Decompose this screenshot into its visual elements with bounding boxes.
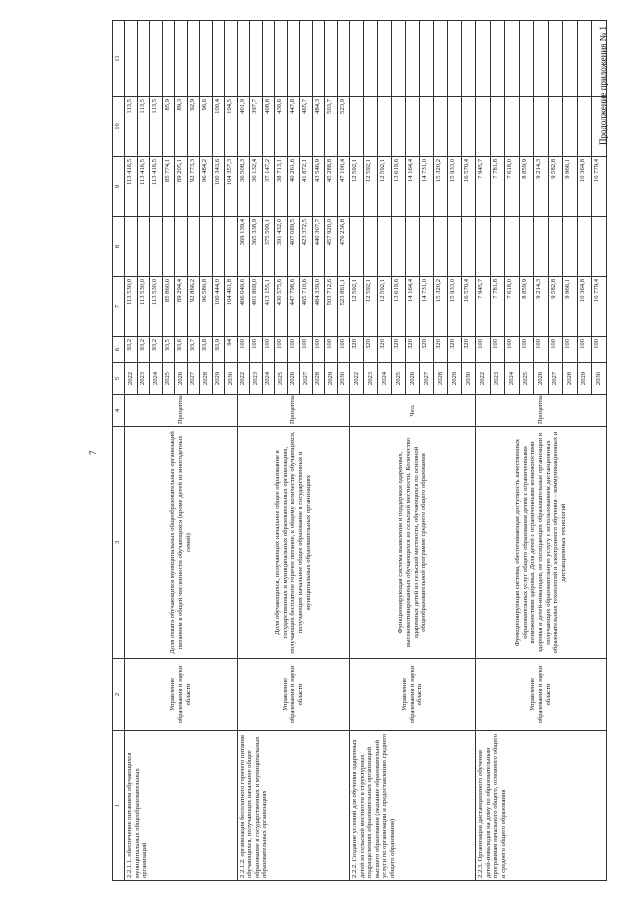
value-cell: 2022: [476, 363, 491, 395]
column-number: 1: [113, 731, 125, 881]
value-cell: 100: [505, 337, 520, 363]
value-cell: 43 546,9: [312, 157, 325, 217]
table-row: [476, 21, 491, 881]
value-cell: 401 869,0: [250, 277, 263, 337]
value-cell: 375 599,1: [262, 217, 275, 277]
value-cell: 92 773,3: [187, 157, 200, 217]
value-cell: 2027: [300, 363, 313, 395]
value-cell: 10 364,8: [577, 157, 592, 217]
value-cell: [406, 97, 420, 157]
value-cell: [212, 217, 225, 277]
value-cell: [548, 21, 563, 97]
value-cell: 476 236,8: [337, 217, 350, 277]
value-cell: 12 592,1: [350, 277, 364, 337]
value-cell: 2026: [287, 363, 300, 395]
value-cell: 93,5: [162, 337, 175, 363]
unit-cell: Проценты: [476, 395, 607, 427]
value-cell: 14 164,4: [406, 157, 420, 217]
column-number: 10: [113, 97, 125, 157]
value-cell: 2027: [187, 363, 200, 395]
value-cell: 36 508,3: [237, 157, 250, 217]
value-cell: 85 860,0: [162, 277, 175, 337]
value-cell: 38 713,1: [275, 157, 288, 217]
value-cell: 447,8: [287, 97, 300, 157]
value-cell: 447 798,6: [287, 277, 300, 337]
value-cell: [350, 217, 364, 277]
value-cell: 12 592,1: [364, 157, 378, 217]
value-cell: 100: [548, 337, 563, 363]
value-cell: 465,7: [300, 97, 313, 157]
value-cell: 430,6: [275, 97, 288, 157]
value-cell: 369 139,4: [237, 217, 250, 277]
value-cell: 503,7: [325, 97, 338, 157]
value-cell: 41 872,1: [300, 157, 313, 217]
indicator-cell: Доля охвата обучающихся муниципальных общеобразовательных организаций питанием в общей численности обучающихся (кроме детей из многодетных семей): [125, 427, 238, 659]
value-cell: [350, 21, 364, 97]
value-cell: 2030: [592, 363, 607, 395]
value-cell: 14 164,4: [406, 277, 420, 337]
value-cell: 104,5: [225, 97, 238, 157]
value-cell: 7 945,7: [476, 277, 491, 337]
value-cell: 320: [378, 337, 392, 363]
value-cell: 113 530,0: [137, 277, 150, 337]
value-cell: 12 592,1: [364, 277, 378, 337]
value-cell: 484 339,0: [312, 277, 325, 337]
value-cell: [137, 217, 150, 277]
value-cell: 2028: [563, 363, 578, 395]
value-cell: [563, 97, 578, 157]
value-cell: 9 214,3: [534, 277, 549, 337]
value-cell: [519, 21, 534, 97]
value-cell: 2022: [350, 363, 364, 395]
value-cell: 2030: [337, 363, 350, 395]
value-cell: 320: [350, 337, 364, 363]
column-number: 8: [113, 217, 125, 277]
indicator-cell: Функционирующая система выявления и поддержки одаренных, высокомотивированных обучающихся из сельской местности. Количество одаренных детей из сельской местности, обучающихся по основной общеобразовательной программе среднего общего образования: [350, 427, 476, 659]
value-cell: 2029: [212, 363, 225, 395]
value-cell: 407 089,5: [287, 217, 300, 277]
value-cell: 100: [337, 337, 350, 363]
table-row: [350, 21, 364, 881]
value-cell: 93,8: [200, 337, 213, 363]
value-cell: 2022: [237, 363, 250, 395]
value-cell: 93,2: [150, 337, 163, 363]
value-cell: 89 294,4: [175, 277, 188, 337]
value-cell: [420, 217, 434, 277]
value-cell: 100: [250, 337, 263, 363]
value-cell: 113 416,5: [125, 157, 138, 217]
value-cell: 12 592,1: [350, 157, 364, 217]
value-cell: [250, 21, 263, 97]
value-cell: 100: [563, 337, 578, 363]
value-cell: 93,9: [212, 337, 225, 363]
value-cell: 15 933,0: [448, 277, 462, 337]
value-cell: [378, 217, 392, 277]
value-cell: 401,9: [237, 97, 250, 157]
value-cell: [420, 21, 434, 97]
value-cell: 100,4: [212, 97, 225, 157]
unit-cell: Проценты: [125, 395, 238, 427]
value-cell: 93,2: [137, 337, 150, 363]
value-cell: [563, 217, 578, 277]
value-cell: 113 530,0: [150, 277, 163, 337]
value-cell: [534, 97, 549, 157]
value-cell: 430 575,6: [275, 277, 288, 337]
value-cell: 45 288,8: [325, 157, 338, 217]
value-cell: [434, 217, 448, 277]
value-cell: [187, 21, 200, 97]
value-cell: [150, 217, 163, 277]
value-cell: 440 307,7: [312, 217, 325, 277]
unit-cell: Чел.: [350, 395, 476, 427]
value-cell: [476, 21, 491, 97]
column-number: 6: [113, 337, 125, 363]
value-cell: [364, 97, 378, 157]
value-cell: 2023: [364, 363, 378, 395]
executor-cell: Управление образования и науки области: [125, 659, 238, 731]
value-cell: 47 100,4: [337, 157, 350, 217]
value-cell: 2029: [448, 363, 462, 395]
value-cell: 15 320,2: [434, 157, 448, 217]
value-cell: 96,6: [200, 97, 213, 157]
value-cell: 2027: [420, 363, 434, 395]
value-cell: 113 416,5: [137, 157, 150, 217]
value-cell: 320: [462, 337, 476, 363]
value-cell: [300, 21, 313, 97]
value-cell: 523 861,1: [337, 277, 350, 337]
column-number-row: [113, 21, 125, 881]
value-cell: 113,5: [125, 97, 138, 157]
value-cell: 113 416,5: [150, 157, 163, 217]
value-cell: [476, 97, 491, 157]
value-cell: [312, 21, 325, 97]
value-cell: 2028: [312, 363, 325, 395]
value-cell: 93,7: [187, 337, 200, 363]
value-cell: [490, 217, 505, 277]
value-cell: 89,3: [175, 97, 188, 157]
value-cell: 9 966,1: [563, 157, 578, 217]
value-cell: 16 570,4: [462, 277, 476, 337]
value-cell: 100: [325, 337, 338, 363]
value-cell: 12 592,1: [378, 157, 392, 217]
value-cell: 2027: [548, 363, 563, 395]
value-cell: [534, 217, 549, 277]
value-cell: 2024: [378, 363, 392, 395]
value-cell: [476, 217, 491, 277]
value-cell: 523,9: [337, 97, 350, 157]
value-cell: 408,8: [262, 97, 275, 157]
value-cell: 92 866,2: [187, 277, 200, 337]
value-cell: 100: [476, 337, 491, 363]
value-cell: [592, 21, 607, 97]
value-cell: [237, 21, 250, 97]
value-cell: 2024: [150, 363, 163, 395]
value-cell: 503 712,6: [325, 277, 338, 337]
value-cell: 2028: [200, 363, 213, 395]
value-cell: 397,7: [250, 97, 263, 157]
value-cell: [137, 21, 150, 97]
unit-cell: Проценты: [237, 395, 350, 427]
value-cell: 96 484,2: [200, 157, 213, 217]
value-cell: [505, 21, 520, 97]
value-cell: 2024: [262, 363, 275, 395]
value-cell: 85 774,1: [162, 157, 175, 217]
value-cell: 2029: [577, 363, 592, 395]
value-cell: [592, 97, 607, 157]
value-cell: [325, 21, 338, 97]
value-cell: [150, 21, 163, 97]
value-cell: [462, 217, 476, 277]
value-cell: [577, 217, 592, 277]
table-body: [125, 21, 607, 881]
value-cell: [225, 21, 238, 97]
value-cell: [448, 97, 462, 157]
value-cell: [262, 21, 275, 97]
value-cell: 2025: [392, 363, 406, 395]
value-cell: 104 357,3: [225, 157, 238, 217]
value-cell: 320: [434, 337, 448, 363]
value-cell: 94: [225, 337, 238, 363]
value-cell: 100: [237, 337, 250, 363]
value-cell: 423 372,5: [300, 217, 313, 277]
value-cell: 10 779,4: [592, 277, 607, 337]
value-cell: [350, 97, 364, 157]
value-cell: [505, 97, 520, 157]
activity-cell: 2.2.1.2. организация бесплатного горячего питания обучающихся, получающих начальное общее образование в государственных и муниципальных образовательных организациях: [237, 731, 350, 881]
value-cell: [175, 217, 188, 277]
value-cell: [577, 21, 592, 97]
value-cell: [200, 217, 213, 277]
value-cell: 7 945,7: [476, 157, 491, 217]
value-cell: [548, 97, 563, 157]
value-cell: 457 920,0: [325, 217, 338, 277]
executor-cell: Управление образования и науки области: [237, 659, 350, 731]
value-cell: [364, 217, 378, 277]
value-cell: 9 582,8: [548, 277, 563, 337]
value-cell: [462, 97, 476, 157]
value-cell: 2022: [125, 363, 138, 395]
value-cell: 2028: [434, 363, 448, 395]
appendix-continuation-note: Продолжение приложения № 1: [598, 25, 608, 145]
value-cell: [448, 21, 462, 97]
value-cell: 2023: [250, 363, 263, 395]
value-cell: 2030: [462, 363, 476, 395]
value-cell: [434, 97, 448, 157]
value-cell: [462, 21, 476, 97]
value-cell: [534, 21, 549, 97]
value-cell: 100: [312, 337, 325, 363]
value-cell: [592, 217, 607, 277]
value-cell: 12 592,1: [378, 277, 392, 337]
value-cell: 320: [406, 337, 420, 363]
value-cell: 100: [490, 337, 505, 363]
value-cell: 100 343,6: [212, 157, 225, 217]
value-cell: 36 132,4: [250, 157, 263, 217]
value-cell: [378, 97, 392, 157]
value-cell: 10 779,4: [592, 157, 607, 217]
table-row: [125, 21, 138, 881]
value-cell: [125, 217, 138, 277]
value-cell: 413 155,1: [262, 277, 275, 337]
value-cell: 320: [364, 337, 378, 363]
value-cell: 406 049,6: [237, 277, 250, 337]
value-cell: 104 461,8: [225, 277, 238, 337]
value-cell: [337, 21, 350, 97]
indicator-cell: Функционирующая система, обеспечивающая доступность качественных образовательных услуг общего образования детям с ограниченными возможностями здоровья. Доля детей с ограниченными возможностями здоровья и детей-инвалидов, не посещающих образовательные организации и получающих образовательную услугу с использованием дистанционных образовательных технологий и электронного обучения – коммуникационных и дистанционных технологий: [476, 427, 607, 659]
value-cell: [406, 217, 420, 277]
value-cell: 2023: [490, 363, 505, 395]
value-cell: 10 364,8: [577, 277, 592, 337]
value-cell: [275, 21, 288, 97]
value-cell: [364, 21, 378, 97]
value-cell: 113 530,0: [125, 277, 138, 337]
value-cell: [392, 21, 406, 97]
table-row: [237, 21, 250, 881]
column-number: 2: [113, 659, 125, 731]
value-cell: 100: [262, 337, 275, 363]
value-cell: 7 618,0: [505, 157, 520, 217]
value-cell: 9 582,8: [548, 157, 563, 217]
value-cell: 14 731,0: [420, 157, 434, 217]
value-cell: 100: [534, 337, 549, 363]
value-cell: 100: [275, 337, 288, 363]
column-number: 9: [113, 157, 125, 217]
value-cell: [200, 21, 213, 97]
value-cell: [125, 21, 138, 97]
value-cell: 8 859,9: [519, 277, 534, 337]
value-cell: 37 147,2: [262, 157, 275, 217]
value-cell: [563, 21, 578, 97]
value-cell: 2025: [162, 363, 175, 395]
value-cell: 2025: [275, 363, 288, 395]
value-cell: 96 580,8: [200, 277, 213, 337]
value-cell: [519, 217, 534, 277]
value-cell: 320: [420, 337, 434, 363]
value-cell: [187, 217, 200, 277]
value-cell: [420, 97, 434, 157]
value-cell: [448, 217, 462, 277]
value-cell: 40 261,6: [287, 157, 300, 217]
indicator-cell: Доля обучающихся, получающих начальное общее образование в государственных и муниципальных образовательных организациях, получающих бесплатное горячее питание, к общему количеству обучающихся, получающих начальное общее образование в государственных и муниципальных образовательных организациях: [237, 427, 350, 659]
value-cell: 100: [577, 337, 592, 363]
value-cell: 9 966,1: [563, 277, 578, 337]
value-cell: 85,9: [162, 97, 175, 157]
value-cell: 100 444,0: [212, 277, 225, 337]
column-number: 5: [113, 363, 125, 395]
activity-cell: 2.2.1.1. обеспечение питанием обучающихся муниципальных общеобразовательных организаций: [125, 731, 238, 881]
value-cell: 100: [592, 337, 607, 363]
value-cell: 100: [300, 337, 313, 363]
value-cell: 15 320,2: [434, 277, 448, 337]
value-cell: 484,3: [312, 97, 325, 157]
value-cell: 14 731,0: [420, 277, 434, 337]
value-cell: 9 214,3: [534, 157, 549, 217]
column-number: 7: [113, 277, 125, 337]
value-cell: [392, 97, 406, 157]
executor-cell: Управление образования и науки области: [476, 659, 607, 731]
value-cell: 2029: [325, 363, 338, 395]
value-cell: 2030: [225, 363, 238, 395]
value-cell: [162, 217, 175, 277]
value-cell: 16 570,4: [462, 157, 476, 217]
value-cell: [175, 21, 188, 97]
column-number: 3: [113, 427, 125, 659]
value-cell: [577, 97, 592, 157]
value-cell: 93,2: [125, 337, 138, 363]
value-cell: 15 933,0: [448, 157, 462, 217]
value-cell: [490, 97, 505, 157]
value-cell: 2026: [406, 363, 420, 395]
value-cell: 2026: [175, 363, 188, 395]
activity-cell: 2.2.3. Организация дистанционного обучения детей-инвалидов на дому по образовательным программам начального общего, основного общего и среднего общего образования: [476, 731, 607, 881]
value-cell: [434, 21, 448, 97]
value-cell: 100: [287, 337, 300, 363]
value-cell: [378, 21, 392, 97]
value-cell: 113,5: [150, 97, 163, 157]
value-cell: 320: [392, 337, 406, 363]
value-cell: [162, 21, 175, 97]
value-cell: [212, 21, 225, 97]
value-cell: 365 338,9: [250, 217, 263, 277]
value-cell: 2023: [137, 363, 150, 395]
page-number: 7: [88, 450, 98, 455]
value-cell: 13 619,6: [392, 157, 406, 217]
value-cell: 92,9: [187, 97, 200, 157]
value-cell: 7 781,8: [490, 157, 505, 217]
value-cell: [287, 21, 300, 97]
value-cell: [519, 97, 534, 157]
activity-cell: 2.2.2. Создание условий для обучения одаренных детей из сельской местности в структурных подразделениях образовательных организаций высшего образования (оказание образовательной услуги по организации и предоставлению среднего общего образования): [350, 731, 476, 881]
value-cell: 2026: [534, 363, 549, 395]
value-cell: [406, 21, 420, 97]
value-cell: 13 619,6: [392, 277, 406, 337]
value-cell: [225, 217, 238, 277]
value-cell: 2025: [519, 363, 534, 395]
value-cell: [490, 21, 505, 97]
value-cell: [392, 217, 406, 277]
value-cell: [505, 217, 520, 277]
value-cell: 465 710,6: [300, 277, 313, 337]
value-cell: 93,6: [175, 337, 188, 363]
value-cell: 391 432,0: [275, 217, 288, 277]
program-table: [112, 20, 607, 881]
value-cell: 113,5: [137, 97, 150, 157]
value-cell: 2024: [505, 363, 520, 395]
value-cell: 320: [448, 337, 462, 363]
value-cell: 8 859,9: [519, 157, 534, 217]
value-cell: 100: [519, 337, 534, 363]
value-cell: 7 781,8: [490, 277, 505, 337]
value-cell: 89 205,1: [175, 157, 188, 217]
column-number: 4: [113, 395, 125, 427]
column-number: 11: [113, 21, 125, 97]
value-cell: 7 618,0: [505, 277, 520, 337]
executor-cell: Управление образования и науки области: [350, 659, 476, 731]
value-cell: [548, 217, 563, 277]
